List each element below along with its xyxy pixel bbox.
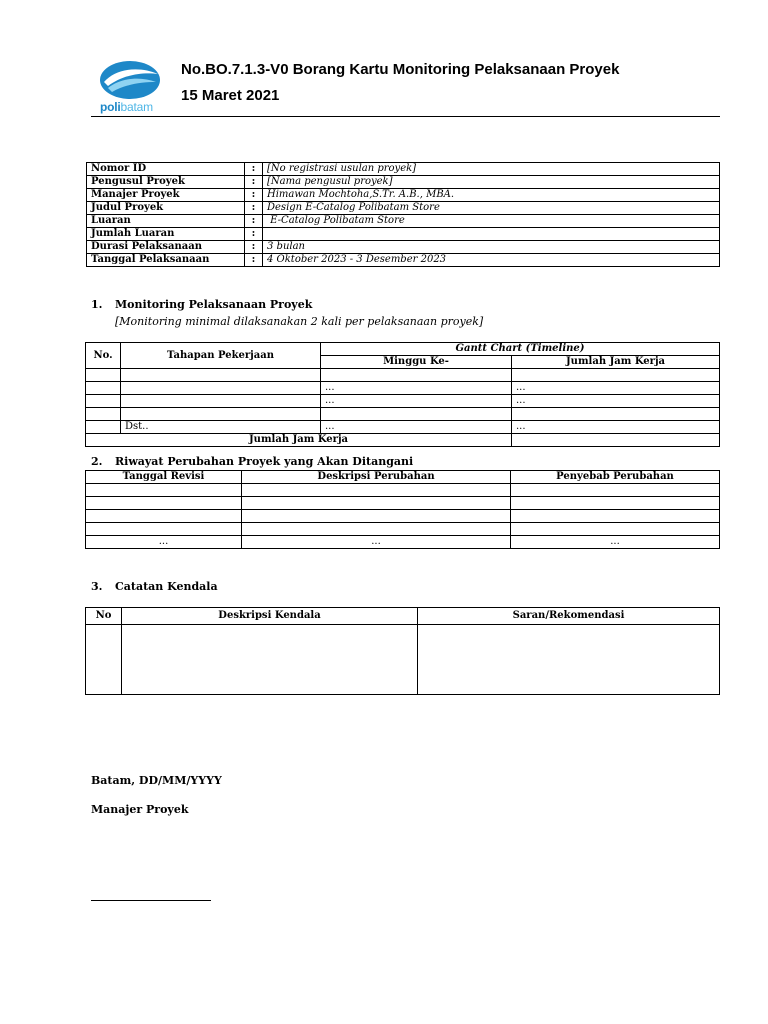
info-separator: : xyxy=(245,176,263,189)
info-label: Durasi Pelaksanaan xyxy=(87,241,245,254)
table-cell xyxy=(86,497,242,510)
document-date: 15 Maret 2021 xyxy=(181,87,280,104)
info-separator: : xyxy=(245,163,263,176)
cell-tahapan: Dst.. xyxy=(121,421,321,434)
info-separator: : xyxy=(245,189,263,202)
col-gantt: Gantt Chart (Timeline) xyxy=(321,343,720,356)
section-1-title: Monitoring Pelaksanaan Proyek xyxy=(115,298,313,311)
info-label: Pengusul Proyek xyxy=(87,176,245,189)
section-2-title: Riwayat Perubahan Proyek yang Akan Ditangani xyxy=(115,455,414,468)
table-cell xyxy=(418,625,720,695)
col-minggu: Minggu Ke- xyxy=(321,356,512,369)
table-cell xyxy=(511,484,720,497)
col-penyebab-perubahan: Penyebab Perubahan xyxy=(511,471,720,484)
cell-no xyxy=(86,408,121,421)
cell-tahapan xyxy=(121,408,321,421)
cell-tahapan xyxy=(121,395,321,408)
cell-tahapan xyxy=(121,369,321,382)
table-cell xyxy=(242,510,511,523)
cell-no xyxy=(86,395,121,408)
section-2-number: 2. xyxy=(91,455,103,468)
info-separator: : xyxy=(245,254,263,267)
table-row xyxy=(86,395,720,408)
cell-minggu: ... xyxy=(321,395,512,408)
table-cell xyxy=(86,510,242,523)
info-separator: : xyxy=(245,241,263,254)
info-row xyxy=(87,163,720,176)
table-cell: ... xyxy=(86,536,242,549)
info-value: 3 bulan xyxy=(263,241,720,254)
signature-place-date: Batam, DD/MM/YYYY xyxy=(91,774,222,787)
cell-jam xyxy=(512,369,720,382)
cell-minggu xyxy=(321,369,512,382)
signature-role: Manajer Proyek xyxy=(91,803,189,816)
col-deskripsi-kendala: Deskripsi Kendala xyxy=(122,608,418,625)
table-header-row xyxy=(86,608,720,625)
cell-no xyxy=(86,421,121,434)
table-row xyxy=(86,484,720,497)
table-cell xyxy=(511,510,720,523)
table-cell xyxy=(86,484,242,497)
info-label: Manajer Proyek xyxy=(87,189,245,202)
table-cell xyxy=(242,497,511,510)
polibatam-logo-icon xyxy=(94,60,166,104)
table-cell xyxy=(86,625,122,695)
info-value: E-Catalog Polibatam Store xyxy=(263,215,720,228)
cell-minggu: ... xyxy=(321,382,512,395)
total-value xyxy=(512,434,720,447)
table-cell xyxy=(86,523,242,536)
info-label: Tanggal Pelaksanaan xyxy=(87,254,245,267)
table-cell xyxy=(511,523,720,536)
total-label: Jumlah Jam Kerja xyxy=(86,434,512,447)
table-row xyxy=(86,497,720,510)
signature-line xyxy=(91,900,211,901)
monitoring-table xyxy=(85,342,720,447)
info-value: 4 Oktober 2023 - 3 Desember 2023 xyxy=(263,254,720,267)
cell-jam: ... xyxy=(512,421,720,434)
info-label: Luaran xyxy=(87,215,245,228)
cell-minggu: ... xyxy=(321,421,512,434)
table-total-row xyxy=(86,434,720,447)
info-row xyxy=(87,176,720,189)
col-saran-rekomendasi: Saran/Rekomendasi xyxy=(418,608,720,625)
info-value: [No registrasi usulan proyek] xyxy=(263,163,720,176)
section-1-note: [Monitoring minimal dilaksanakan 2 kali per pelaksanaan proyek] xyxy=(115,315,484,328)
info-row xyxy=(87,241,720,254)
info-label: Jumlah Luaran xyxy=(87,228,245,241)
table-row xyxy=(86,536,720,549)
info-value: Himawan Mochtoha,S.Tr. A.B., MBA. xyxy=(263,189,720,202)
table-cell xyxy=(242,484,511,497)
info-row xyxy=(87,228,720,241)
table-header-row xyxy=(86,471,720,484)
table-cell xyxy=(242,523,511,536)
table-row xyxy=(86,523,720,536)
col-no: No xyxy=(86,608,122,625)
cell-jam xyxy=(512,408,720,421)
info-separator: : xyxy=(245,228,263,241)
table-cell xyxy=(122,625,418,695)
section-1-number: 1. xyxy=(91,298,103,311)
cell-tahapan xyxy=(121,382,321,395)
info-label: Nomor ID xyxy=(87,163,245,176)
col-no: No. xyxy=(86,343,121,369)
col-deskripsi-perubahan: Deskripsi Perubahan xyxy=(242,471,511,484)
col-jam: Jumlah Jam Kerja xyxy=(512,356,720,369)
table-cell xyxy=(511,497,720,510)
logo-wordmark: polibatam xyxy=(100,100,153,114)
cell-jam: ... xyxy=(512,395,720,408)
cell-no xyxy=(86,369,121,382)
table-row xyxy=(86,408,720,421)
table-cell: ... xyxy=(242,536,511,549)
header-divider xyxy=(91,116,720,117)
section-3-title: Catatan Kendala xyxy=(115,580,218,593)
cell-no xyxy=(86,382,121,395)
document-title: No.BO.7.1.3-V0 Borang Kartu Monitoring Pelaksanaan Proyek xyxy=(181,61,620,78)
constraints-table xyxy=(85,607,720,695)
info-row xyxy=(87,189,720,202)
cell-minggu xyxy=(321,408,512,421)
table-header-row xyxy=(86,343,720,356)
table-row xyxy=(86,382,720,395)
info-label: Judul Proyek xyxy=(87,202,245,215)
section-3-number: 3. xyxy=(91,580,103,593)
table-row xyxy=(86,421,720,434)
cell-jam: ... xyxy=(512,382,720,395)
table-row xyxy=(86,369,720,382)
table-cell: ... xyxy=(511,536,720,549)
table-row xyxy=(86,510,720,523)
info-separator: : xyxy=(245,202,263,215)
info-separator: : xyxy=(245,215,263,228)
col-tanggal-revisi: Tanggal Revisi xyxy=(86,471,242,484)
polibatam-logo xyxy=(94,60,166,116)
table-row xyxy=(86,625,720,695)
info-row xyxy=(87,254,720,267)
info-row xyxy=(87,202,720,215)
info-value: [Nama pengusul proyek] xyxy=(263,176,720,189)
revision-history-table xyxy=(85,470,720,549)
info-value xyxy=(263,228,720,241)
col-tahapan: Tahapan Pekerjaan xyxy=(121,343,321,369)
info-value: Design E-Catalog Polibatam Store xyxy=(263,202,720,215)
info-row xyxy=(87,215,720,228)
project-info-table xyxy=(86,162,720,267)
